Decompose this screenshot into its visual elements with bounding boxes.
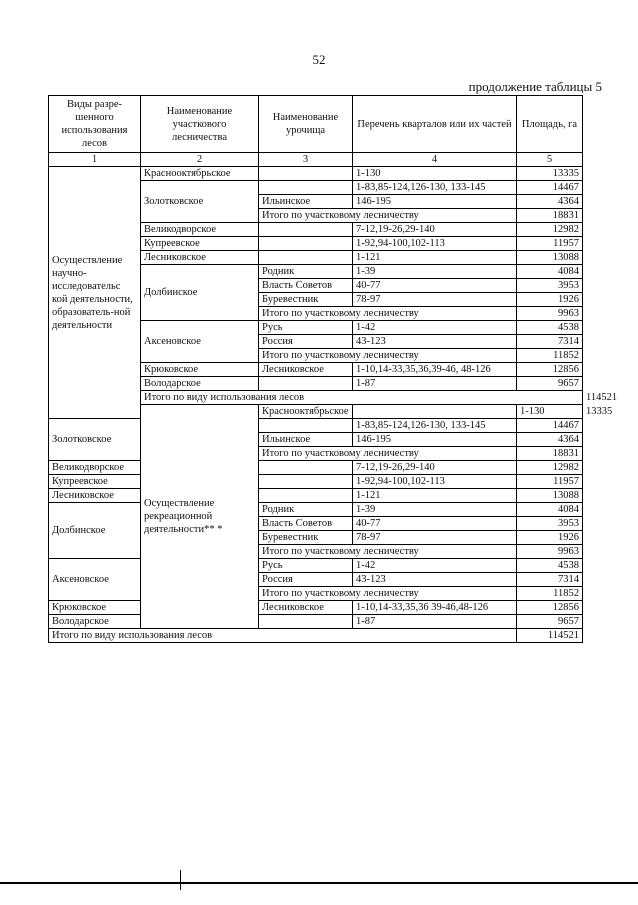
district-cell: Великодворское	[141, 223, 259, 237]
tract-cell	[259, 167, 353, 181]
forest-use-table	[48, 95, 618, 643]
quarters-cell: 40-77	[353, 279, 517, 293]
district-cell: Володарское	[141, 377, 259, 391]
header-cell: Перечень кварталов или их частей	[353, 96, 517, 153]
tract-cell	[259, 419, 353, 433]
area-cell: 12856	[517, 601, 583, 615]
tract-cell: Ильинское	[259, 195, 353, 209]
quarters-cell: 146-195	[353, 433, 517, 447]
subtotal-cell: Итого по участковому лесничеству	[259, 209, 517, 223]
tract-cell	[259, 251, 353, 265]
quarters-cell: 1-39	[353, 503, 517, 517]
page-edge-mark	[180, 870, 181, 890]
quarters-cell: 1-121	[353, 251, 517, 265]
column-number: 4	[353, 153, 517, 167]
area-cell: 13335	[517, 167, 583, 181]
area-cell: 18831	[517, 447, 583, 461]
tract-cell: Буревестник	[259, 531, 353, 545]
header-cell: Площадь, га	[517, 96, 583, 153]
district-cell: Красноoктябрьское	[141, 167, 259, 181]
table-row	[49, 475, 583, 489]
quarters-cell: 7-12,19-26,29-140	[353, 461, 517, 475]
quarters-cell: 1-42	[353, 321, 517, 335]
district-cell: Лесниковское	[49, 489, 141, 503]
area-cell: 18831	[517, 209, 583, 223]
tract-cell: Родник	[259, 503, 353, 517]
area-cell: 14467	[517, 419, 583, 433]
table-row	[49, 461, 583, 475]
quarters-cell: 78-97	[353, 531, 517, 545]
total-row: Итого по виду использования лесов 114521	[49, 391, 583, 405]
tract-cell: Русь	[259, 559, 353, 573]
area-cell: 3953	[517, 279, 583, 293]
quarters-cell: 1-92,94-100,102-113	[353, 475, 517, 489]
tract-cell: Власть Советов	[259, 279, 353, 293]
quarters-cell: 40-77	[353, 517, 517, 531]
table-row	[49, 503, 583, 517]
area-cell: 4364	[517, 195, 583, 209]
area-cell: 9657	[517, 615, 583, 629]
area-cell: 7314	[517, 335, 583, 349]
tract-cell	[259, 615, 353, 629]
area-cell: 9963	[517, 307, 583, 321]
table-caption: продолжение таблицы 5	[468, 79, 602, 94]
tract-cell	[259, 377, 353, 391]
total-label: Итого по виду использования лесов	[49, 629, 517, 643]
tract-cell	[259, 237, 353, 251]
subtotal-cell: Итого по участковому лесничеству	[259, 349, 517, 363]
column-number: 3	[259, 153, 353, 167]
district-cell: Долбинское	[141, 265, 259, 321]
quarters-cell: 1-10,14-33,35,36 39-46,48-126	[353, 601, 517, 615]
tract-cell: Россия	[259, 573, 353, 587]
area-cell: 3953	[517, 517, 583, 531]
header-cell: Виды разре-шенного использования лесов	[49, 96, 141, 153]
area-cell: 7314	[517, 573, 583, 587]
table-row: Осуществление рекреационной деятельности** * Красноoктябрьское 1-130 13335	[49, 405, 583, 419]
quarters-cell: 43-123	[353, 573, 517, 587]
tract-cell: Буревестник	[259, 293, 353, 307]
district-cell: Купреевское	[141, 237, 259, 251]
area-cell: 9963	[517, 545, 583, 559]
quarters-cell: 7-12,19-26,29-140	[353, 223, 517, 237]
tract-cell: Власть Советов	[259, 517, 353, 531]
district-cell: Долбинское	[49, 503, 141, 559]
table-row	[49, 615, 583, 629]
header-cell: Наименование участкового лесничества	[141, 96, 259, 153]
subtotal-cell: Итого по участковому лесничеству	[259, 307, 517, 321]
quarters-cell: 78-97	[353, 293, 517, 307]
table-row	[49, 167, 583, 181]
area-cell: 11957	[517, 475, 583, 489]
subtotal-cell: Итого по участковому лесничеству	[259, 447, 517, 461]
quarters-cell: 1-87	[353, 615, 517, 629]
tract-cell	[259, 461, 353, 475]
district-cell: Володарское	[49, 615, 141, 629]
district-cell: Купреевское	[49, 475, 141, 489]
area-cell: 11957	[517, 237, 583, 251]
district-cell: Золотковское	[141, 181, 259, 223]
column-number: 5	[517, 153, 583, 167]
area-cell: 11852	[517, 349, 583, 363]
district-cell: Крюковское	[141, 363, 259, 377]
quarters-cell: 1-83,85-124,126-130, 133-145	[353, 419, 517, 433]
area-cell: 12856	[517, 363, 583, 377]
quarters-cell: 1-130	[517, 405, 583, 419]
total-row	[49, 629, 583, 643]
quarters-cell: 1-130	[353, 167, 517, 181]
district-cell: Крюковское	[49, 601, 141, 615]
quarters-cell: 43-123	[353, 335, 517, 349]
area-cell: 1926	[517, 531, 583, 545]
total-area: 114521	[517, 629, 583, 643]
tract-cell: Ильинское	[259, 433, 353, 447]
quarters-cell: 1-83,85-124,126-130, 133-145	[353, 181, 517, 195]
total-label: Итого по виду использования лесов	[141, 391, 583, 405]
quarters-cell: 1-121	[353, 489, 517, 503]
tract-cell: Родник	[259, 265, 353, 279]
use-type-cell: Осуществление рекреационной деятельности** *	[141, 405, 259, 629]
quarters-cell: 1-10,14-33,35,36,39-46, 48-126	[353, 363, 517, 377]
quarters-cell: 146-195	[353, 195, 517, 209]
district-cell: Красноoктябрьское	[259, 405, 353, 419]
tract-cell: Россия	[259, 335, 353, 349]
tract-cell	[259, 223, 353, 237]
header-row	[49, 96, 583, 153]
district-cell: Великодворское	[49, 461, 141, 475]
area-cell: 4538	[517, 321, 583, 335]
quarters-cell: 1-92,94-100,102-113	[353, 237, 517, 251]
area-cell: 9657	[517, 377, 583, 391]
area-cell: 14467	[517, 181, 583, 195]
area-cell: 13088	[517, 251, 583, 265]
quarters-cell: 1-39	[353, 265, 517, 279]
tract-cell	[353, 405, 517, 419]
table-row	[49, 559, 583, 573]
subtotal-cell: Итого по участковому лесничеству	[259, 545, 517, 559]
tract-cell: Лесниковское	[259, 363, 353, 377]
area-cell: 4084	[517, 265, 583, 279]
area-cell: 1926	[517, 293, 583, 307]
tract-cell	[259, 475, 353, 489]
column-number: 2	[141, 153, 259, 167]
area-cell: 12982	[517, 461, 583, 475]
table-row	[49, 489, 583, 503]
page-bottom-edge	[0, 882, 638, 884]
district-cell: Аксеновское	[49, 559, 141, 601]
column-number: 1	[49, 153, 141, 167]
header-cell: Наименование урочища	[259, 96, 353, 153]
quarters-cell: 1-42	[353, 559, 517, 573]
column-number-row	[49, 153, 583, 167]
area-cell: 12982	[517, 223, 583, 237]
district-cell: Золотковское	[49, 419, 141, 461]
tract-cell: Русь	[259, 321, 353, 335]
area-cell: 4538	[517, 559, 583, 573]
quarters-cell: 1-87	[353, 377, 517, 391]
area-cell: 4084	[517, 503, 583, 517]
district-cell: Аксеновское	[141, 321, 259, 363]
tract-cell	[259, 181, 353, 195]
tract-cell: Лесниковское	[259, 601, 353, 615]
area-cell: 4364	[517, 433, 583, 447]
subtotal-cell: Итого по участковому лесничеству	[259, 587, 517, 601]
area-cell: 13088	[517, 489, 583, 503]
use-type-cell: Осуществление научно-исследовательс кой деятельности, образователь-ной деятельности	[49, 167, 141, 419]
tract-cell	[259, 489, 353, 503]
table-row	[49, 601, 583, 615]
table-row	[49, 419, 583, 433]
area-cell: 11852	[517, 587, 583, 601]
district-cell: Лесниковское	[141, 251, 259, 265]
page-number: 52	[312, 52, 326, 67]
